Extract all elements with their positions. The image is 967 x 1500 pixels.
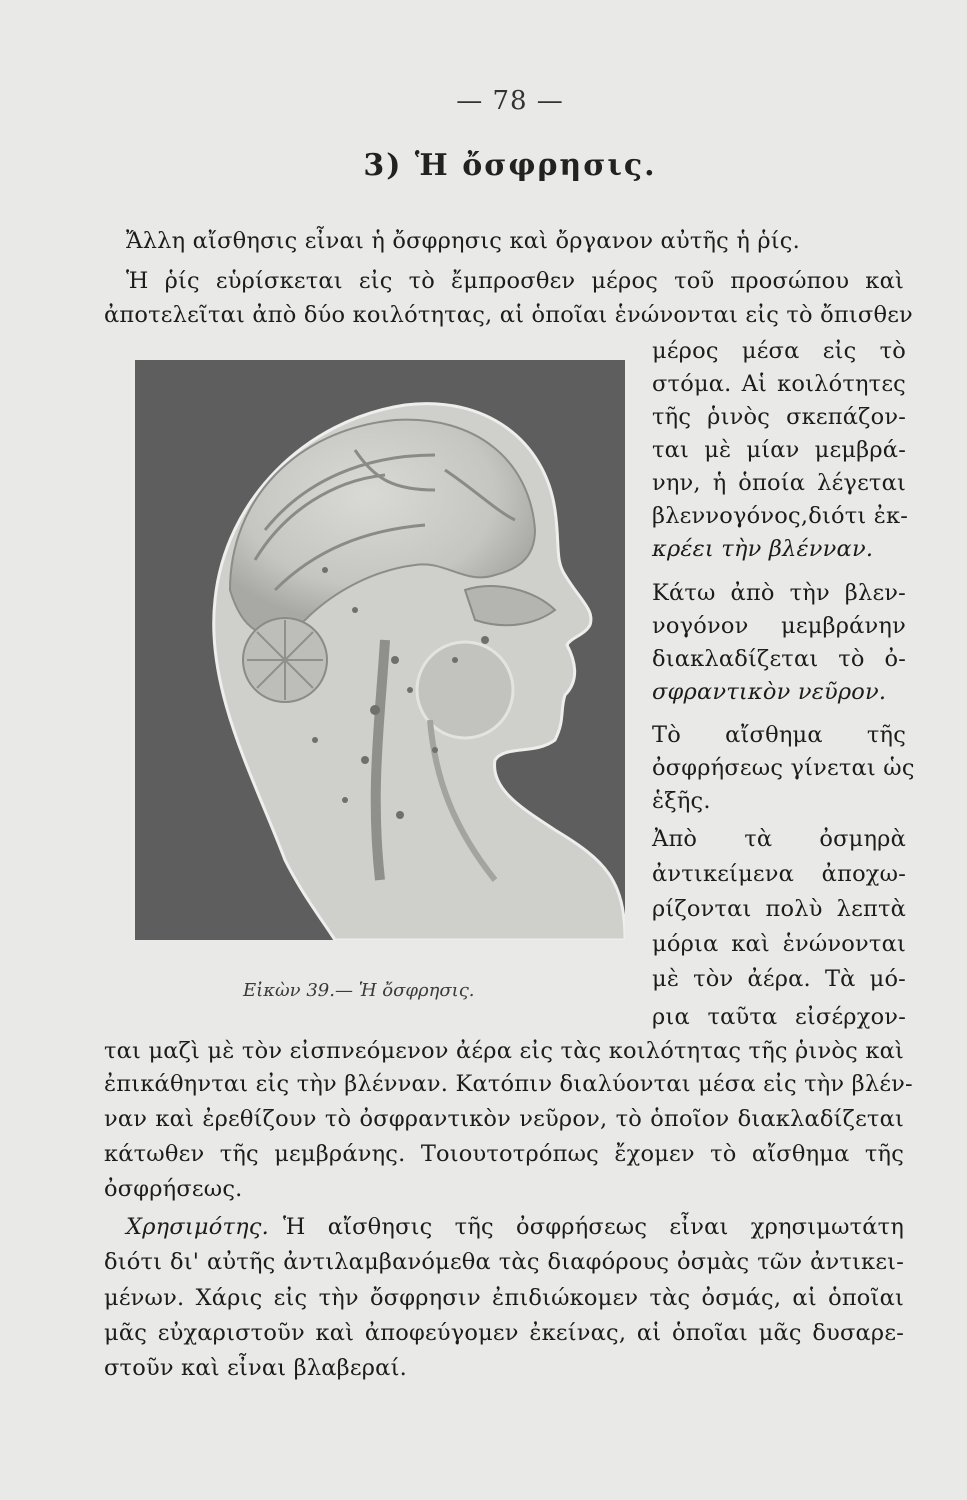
side-line-20: ρια ταῦτα εἰσέρχον- [652, 1004, 906, 1030]
figure-caption: Εἰκὼν 39.— Ἡ ὄσφρησις. [243, 980, 475, 1001]
side-line-1: μέρος μέσα εἰς τὸ [652, 338, 906, 364]
page-number: — 78 — [456, 86, 564, 116]
side-line-7: κρέει τὴν βλένναν. [652, 536, 874, 562]
intro-line-2: Ἡ ῥίς εὑρίσκεται εἰς τὸ ἔμπροσθεν μέρος τοῦ προσώπου καὶ [126, 268, 904, 294]
utility-label: Χρησιμότης. [126, 1214, 269, 1240]
body-line-1: ται μαζὶ μὲ τὸν εἰσπνεόμενον ἀέρα εἰς τὰς κοιλότητας τῆς ῥινὸς καὶ [104, 1038, 904, 1064]
section-title: 3) Ἡ ὄσφρησις. [363, 148, 657, 183]
side-line-17: ρίζονται πολὺ λεπτὰ [652, 896, 906, 922]
side-line-16: ἀντικείμενα ἀποχω- [652, 861, 906, 887]
utility-line-5: στοῦν καὶ εἶναι βλαβεραί. [104, 1355, 407, 1381]
utility-line-4: μᾶς εὐχαριστοῦν καὶ ἀποφεύγομεν ἐκείνας, αἱ ὁποῖαι μᾶς δυσαρε- [104, 1320, 904, 1346]
side-line-5: νην, ἡ ὁποία λέγεται [652, 470, 906, 496]
side-line-19: μὲ τὸν ἀέρα. Τὰ μό- [652, 966, 906, 992]
body-line-5: ὀσφρήσεως. [104, 1176, 243, 1202]
side-line-4: ται μὲ μίαν μεμβρά- [652, 437, 906, 463]
utility-first-rest: Ἡ αἴσθησις τῆς ὀσφρήσεως εἶναι χρησιμωτάτη [282, 1214, 904, 1240]
side-line-11: σφραντικὸν νεῦρον. [652, 679, 887, 705]
head-cross-section-illustration [135, 360, 625, 940]
side-line-12: Τὸ αἴσθημα τῆς [652, 722, 906, 748]
utility-line-2: διότι δι' αὐτῆς ἀντιλαμβανόμεθα τὰς διαφόρους ὀσμὰς τῶν ἀντικει- [104, 1249, 904, 1275]
side-line-18: μόρια καὶ ἑνώνονται [652, 931, 906, 957]
body-line-2: ἐπικάθηνται εἰς τὴν βλένναν. Κατόπιν διαλύονται μέσα εἰς τὴν βλέν- [104, 1071, 913, 1097]
body-line-4: κάτωθεν τῆς μεμβράνης. Τοιουτοτρόπως ἔχομεν τὸ αἴσθημα τῆς [104, 1141, 904, 1167]
utility-first-line [126, 1212, 904, 1242]
side-line-15: Ἀπὸ τὰ ὀσμηρὰ [652, 826, 906, 852]
utility-line-3: μένων. Χάρις εἰς τὴν ὄσφρησιν ἐπιδιώκομεν τὰς ὀσμάς, αἱ ὁποῖαι [104, 1285, 904, 1311]
side-line-10: διακλαδίζεται τὸ ὀ- [652, 646, 906, 672]
side-line-13: ὀσφρήσεως γίνεται ὡς [652, 755, 915, 781]
side-line-9: νογόνον μεμβράνην [652, 613, 906, 639]
side-line-2: στόμα. Αἱ κοιλότητες [652, 371, 906, 397]
side-line-8: Κάτω ἀπὸ τὴν βλεν- [652, 580, 906, 606]
intro-line-3: ἀποτελεῖται ἀπὸ δύο κοιλότητας, αἱ ὁποῖαι ἑνώνονται εἰς τὸ ὄπισθεν [104, 302, 913, 328]
head-cross-section-figure [135, 360, 625, 940]
side-line-3: τῆς ῥινὸς σκεπάζον- [652, 404, 906, 430]
body-line-3: ναν καὶ ἐρεθίζουν τὸ ὀσφραντικὸν νεῦρον, τὸ ὁποῖον διακλαδίζεται [104, 1106, 904, 1132]
side-line-6: βλεννογόνος,διότι ἐκ- [652, 503, 909, 529]
side-line-14: ἑξῆς. [652, 788, 711, 814]
intro-line-1: Ἄλλη αἴσθησις εἶναι ἡ ὄσφρησις καὶ ὄργανον αὐτῆς ἡ ῥίς. [126, 228, 800, 254]
